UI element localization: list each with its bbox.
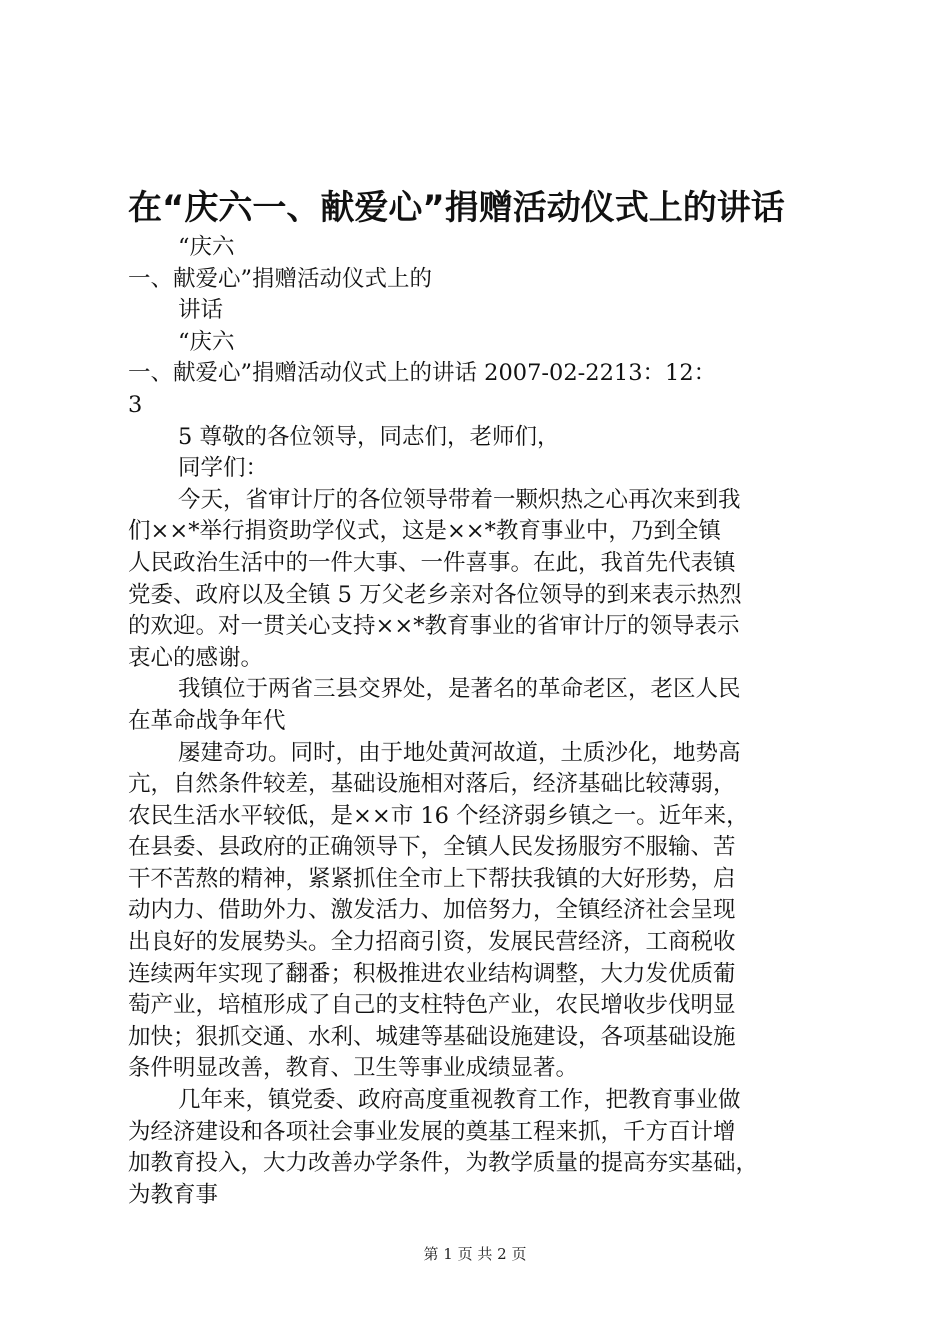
page-footer: 第 1 页 共 2 页 xyxy=(423,1245,527,1263)
text-line: 屡建奇功。同时，由于地处黄河故道，土质沙化，地势高 xyxy=(178,739,741,766)
text-line: 亢，自然条件较差，基础设施相对落后，经济基础比较薄弱， xyxy=(128,771,736,798)
document-title: 在“庆六一、献爱心”捐赠活动仪式上的讲话 xyxy=(128,188,785,228)
text-line: “庆六 xyxy=(178,234,235,260)
text-line: 一、献爱心”捐赠活动仪式上的 xyxy=(128,265,433,292)
text-line: 同学们： xyxy=(178,455,269,482)
text-line: 连续两年实现了翻番；积极推进农业结构调整，大力发优质葡 xyxy=(128,960,736,987)
text-line: 讲话 xyxy=(178,297,224,324)
text-line: 今天，省审计厅的各位领导带着一颗炽热之心再次来到我 xyxy=(178,486,741,513)
text-line: “庆六 xyxy=(178,328,235,355)
text-line: 为经济建设和各项社会事业发展的奠基工程来抓，千方百计增 xyxy=(128,1118,736,1145)
text-line: 动内力、借助外力、激发活力、加倍努力，全镇经济社会呈现 xyxy=(128,897,736,924)
text-line: 们××*举行捐资助学仪式，这是××*教育事业中，乃到全镇 xyxy=(128,518,721,545)
text-line: 为教育事 xyxy=(128,1181,219,1208)
text-line: 在县委、县政府的正确领导下，全镇人民发扬服穷不服输、苦 xyxy=(128,834,736,861)
text-line: 衷心的感谢。 xyxy=(128,644,264,671)
text-line: 的欢迎。对一贯关心支持××*教育事业的省审计厅的领导表示 xyxy=(128,613,740,640)
text-line: 在革命战争年代 xyxy=(128,707,286,734)
text-line: 5 尊敬的各位领导，同志们，老师们， xyxy=(178,423,560,450)
text-line: 加教育投入，大力改善办学条件，为教学质量的提高夯实基础， xyxy=(128,1150,759,1177)
text-line: 一、献爱心”捐赠活动仪式上的讲话 2007-02-2213：12： xyxy=(128,360,717,387)
text-line: 干不苦熬的精神，紧紧抓住全市上下帮扶我镇的大好形势，启 xyxy=(128,865,736,892)
text-line: 加快；狠抓交通、水利、城建等基础设施建设，各项基础设施 xyxy=(128,1023,736,1050)
text-line: 党委、政府以及全镇 5 万父老乡亲对各位领导的到来表示热烈 xyxy=(128,581,742,608)
text-line: 我镇位于两省三县交界处，是著名的革命老区，老区人民 xyxy=(178,676,741,703)
text-line: 萄产业，培植形成了自己的支柱特色产业，农民增收步伐明显 xyxy=(128,992,736,1019)
document-body xyxy=(128,232,838,1211)
text-line: 几年来，镇党委、政府高度重视教育工作，把教育事业做 xyxy=(178,1087,741,1114)
text-line: 3 xyxy=(128,391,143,418)
text-line: 出良好的发展势头。全力招商引资，发展民营经济，工商税收 xyxy=(128,929,736,956)
text-line: 农民生活水平较低，是××市 16 个经济弱乡镇之一。近年来， xyxy=(128,802,749,829)
text-line: 条件明显改善，教育、卫生等事业成绩显著。 xyxy=(128,1055,579,1082)
text-line: 人民政治生活中的一件大事、一件喜事。在此，我首先代表镇 xyxy=(128,549,736,576)
